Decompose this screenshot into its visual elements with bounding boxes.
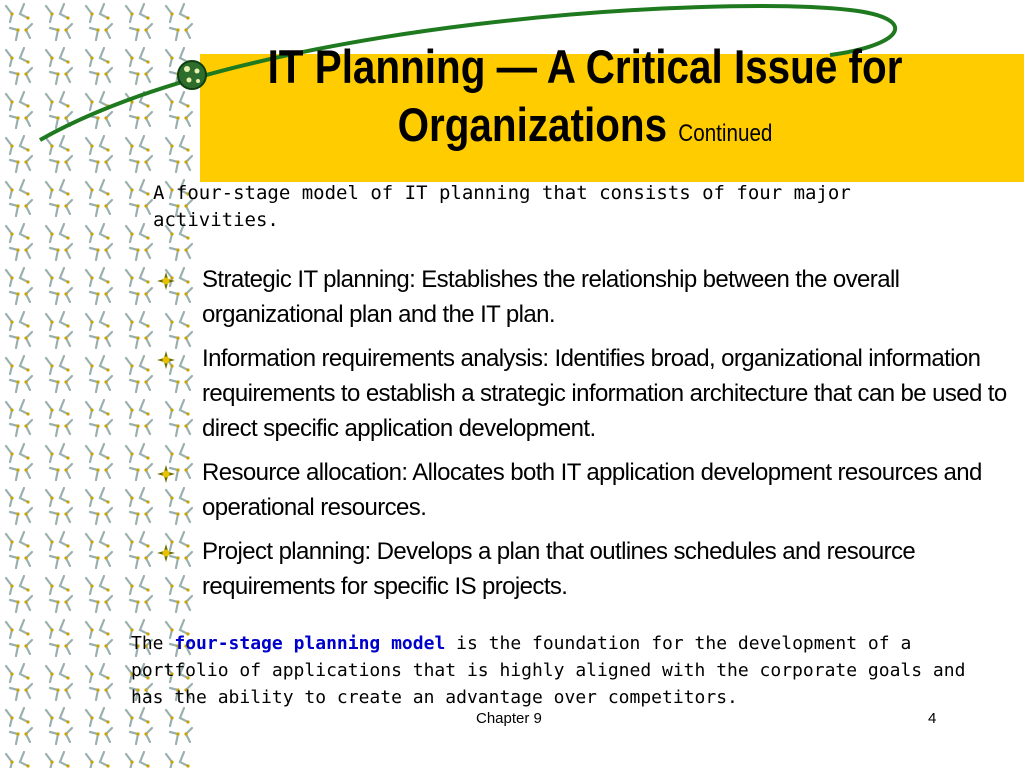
- bullet-icon: [155, 542, 177, 564]
- bullet-text: Information requirements analysis: Identifies broad, organizational information requirements to establish a strategic information architecture that can be used to direct specific application development.: [202, 345, 1007, 442]
- bullet-item: [155, 455, 1015, 525]
- bullet-icon: [155, 349, 177, 371]
- closing-paragraph: [131, 630, 981, 711]
- bullet-text: Resource allocation: Allocates both IT application development resources and operational resources.: [202, 459, 982, 521]
- globe-icon: [178, 61, 206, 89]
- bullet-item: [155, 534, 1015, 604]
- page-number: 4: [928, 710, 937, 727]
- closing-before: The: [131, 633, 175, 654]
- bullet-item: [155, 341, 1015, 446]
- bullet-text: Strategic IT planning: Establishes the relationship between the overall organizational plan and the IT plan.: [202, 266, 900, 328]
- closing-after: is the foundation for the development of a portfolio of applications that is highly aligned with the corporate goals and has the ability to create an advantage over competitors.: [131, 633, 966, 708]
- bullet-text: Project planning: Develops a plan that outlines schedules and resource requirements for specific IS projects.: [202, 538, 916, 600]
- bullet-icon: [155, 270, 177, 292]
- title-continued: Continued: [678, 120, 773, 147]
- bullet-icon: [155, 463, 177, 485]
- footer-chapter: Chapter 9: [476, 710, 542, 727]
- bullet-item: [155, 262, 1015, 332]
- title-main: IT Planning — A Critical Issue for Organizations: [267, 40, 903, 151]
- bullet-list: [155, 262, 1015, 613]
- intro-text: A four-stage model of IT planning that consists of four major activities.: [153, 182, 851, 231]
- slide-title: [245, 38, 924, 163]
- closing-highlight: four-stage planning model: [174, 633, 446, 654]
